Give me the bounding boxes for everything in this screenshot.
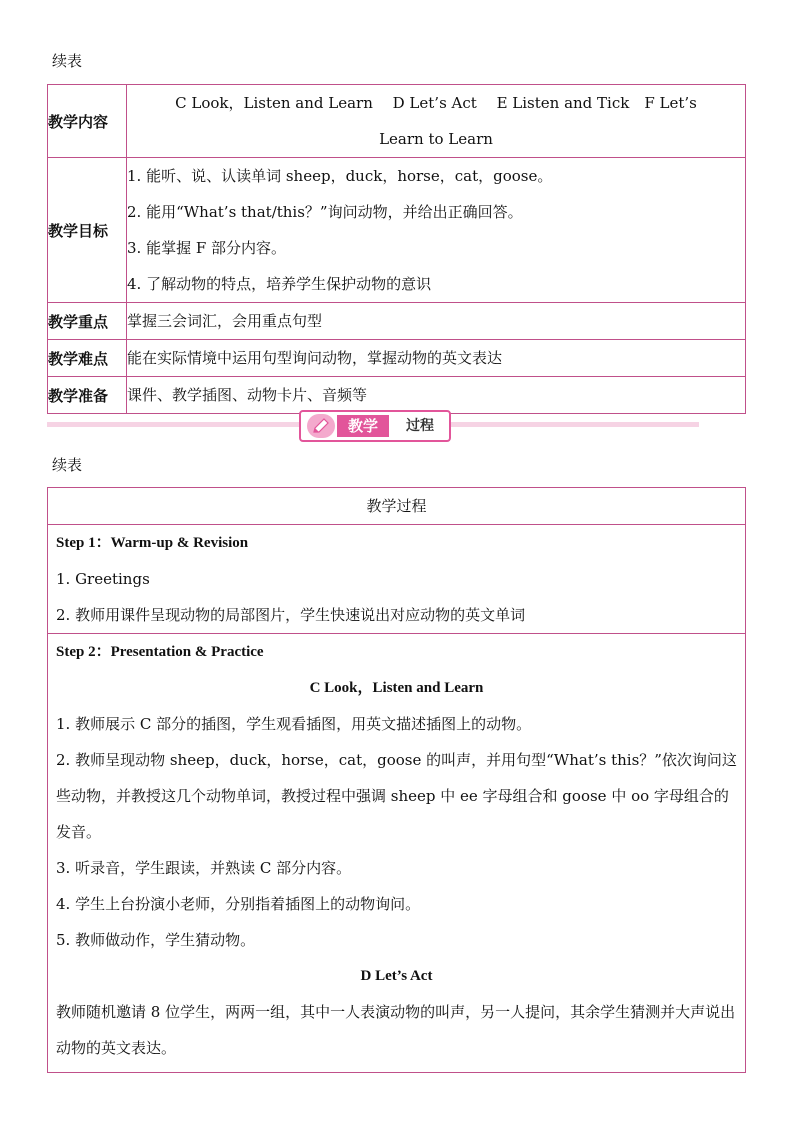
step1-item: 1. Greetings (56, 570, 150, 588)
objective-line: 3. 能掌握 F 部分内容。 (127, 239, 287, 257)
row-label: 教学目标 (48, 158, 127, 303)
row-preparation (48, 377, 746, 414)
lesson-info-table (47, 84, 746, 414)
continued-label: 续表 (52, 456, 83, 474)
preparation-line: 课件、教学插图、动物卡片、音频等 (127, 386, 368, 404)
difficulty-line: 能在实际情境中运用句型询问动物，掌握动物的英文表达 (127, 349, 503, 367)
step2-item: 3. 听录音，学生跟读，并熟读 C 部分内容。 (56, 859, 352, 877)
step2-cell (48, 634, 746, 1073)
subsection-d-title: D Let’s Act (360, 968, 433, 984)
step2-item: 2. 教师呈现动物 sheep，duck，horse，cat，goose 的叫声，并用句型“What’s this？”依次询问这些动物，并教授这几个动物单词，教授过程中强调 sheep 中 ee 字母组合和 goose 中 oo 字母组合的发音。 (56, 751, 737, 841)
key-point-line: 掌握三会词汇，会用重点句型 (127, 312, 323, 330)
section-banner (47, 410, 699, 440)
row-value (127, 303, 746, 340)
content-line: C Look，Listen and Learn D Let’s Act E Listen and Tick F Let’s (175, 94, 697, 112)
row-label: 教学重点 (48, 303, 127, 340)
process-table (47, 487, 746, 1073)
row-value (127, 340, 746, 377)
row-value (127, 85, 746, 158)
content-line: Learn to Learn (379, 130, 493, 148)
banner-title-sub: 过程 (406, 418, 434, 434)
step2-item: 4. 学生上台扮演小老师，分别指着插图上的动物询问。 (56, 895, 421, 913)
objective-line: 1. 能听、说、认读单词 sheep，duck，horse，cat，goose。 (127, 167, 553, 185)
banner-pill (299, 410, 451, 442)
subsection-c-title: C Look，Listen and Learn (309, 680, 484, 696)
step1-item: 2. 教师用课件呈现动物的局部图片，学生快速说出对应动物的英文单词 (56, 606, 526, 624)
pencil-icon (307, 414, 335, 438)
objective-line: 4. 了解动物的特点，培养学生保护动物的意识 (127, 275, 432, 293)
step2-item: 1. 教师展示 C 部分的插图，学生观看插图，用英文描述插图上的动物。 (56, 715, 532, 733)
row-content (48, 85, 746, 158)
row-difficulties (48, 340, 746, 377)
continued-label: 续表 (52, 52, 83, 70)
step1-title: Step 1：Warm-up & Revision (56, 535, 249, 551)
banner-title-main: 教学 (337, 415, 389, 437)
row-objectives (48, 158, 746, 303)
process-header: 教学过程 (48, 488, 746, 525)
subsection-d-text: 教师随机邀请 8 位学生，两两一组，其中一人表演动物的叫声，另一人提问，其余学生猜测并大声说出动物的英文表达。 (56, 1003, 736, 1057)
row-label: 教学内容 (48, 85, 127, 158)
objective-line: 2. 能用“What’s that/this？”询问动物，并给出正确回答。 (127, 203, 523, 221)
row-value (127, 158, 746, 303)
row-label: 教学难点 (48, 340, 127, 377)
row-key-points (48, 303, 746, 340)
step2-item: 5. 教师做动作，学生猜动物。 (56, 931, 256, 949)
row-label: 教学准备 (48, 377, 127, 414)
step1-cell (48, 525, 746, 634)
step2-title: Step 2：Presentation & Practice (56, 644, 264, 660)
row-value (127, 377, 746, 414)
